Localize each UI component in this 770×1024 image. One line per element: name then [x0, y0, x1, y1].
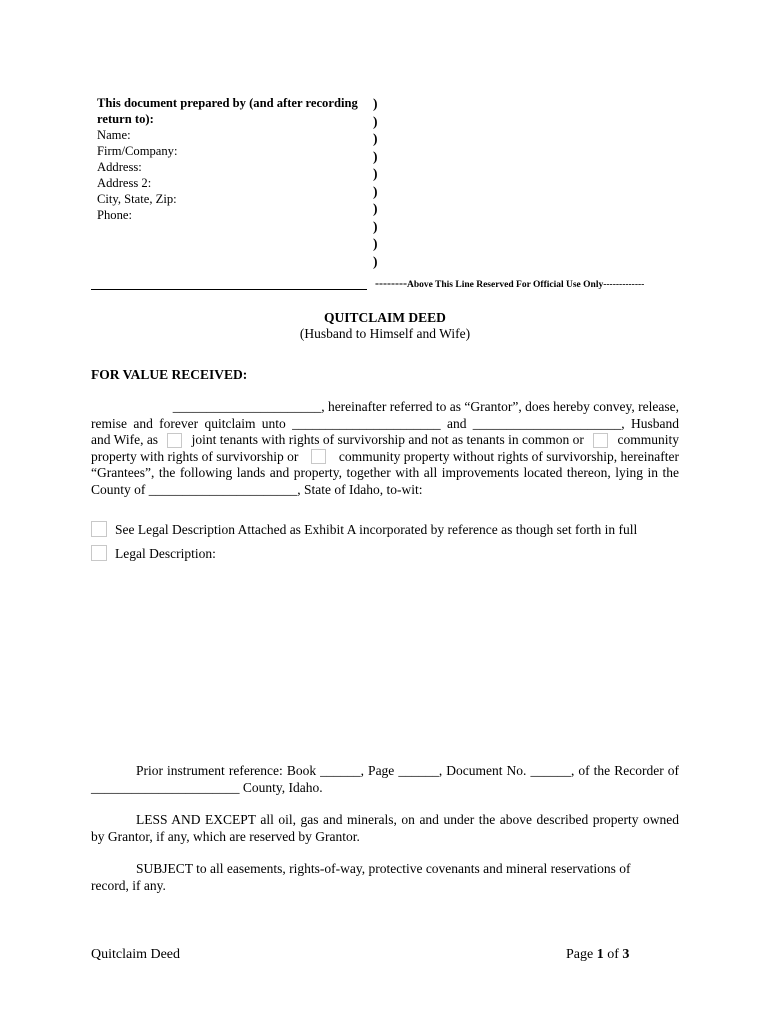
prior-line-1: Prior instrument reference: Book ______, Page ______, Document No. ______, of the Recorder of: [136, 763, 679, 778]
grant-line-6: County of ______________________, State of Idaho, to-wit:: [91, 481, 423, 497]
prior-instrument-paragraph: [91, 763, 679, 796]
grant-line-3: [91, 432, 679, 449]
paren: ): [373, 236, 378, 251]
current-page: 1: [596, 947, 604, 962]
subject-paragraph: [91, 861, 679, 894]
city-state-zip-field-label: City, State, Zip:: [97, 192, 177, 206]
official-use-text: Above This Line Reserved For Official Use Only-------------: [406, 280, 645, 290]
grant-line-3a: and Wife, as: [91, 432, 159, 447]
footer-document-name: Quitclaim Deed: [91, 947, 181, 962]
parenthesis-column: [373, 95, 385, 270]
subject-line-2: record, if any.: [91, 877, 166, 893]
address-field-label: Address:: [97, 160, 142, 174]
paren: ): [373, 113, 378, 129]
paren: ): [373, 96, 378, 111]
of-label: of: [607, 947, 619, 962]
less-except-paragraph: [91, 812, 679, 845]
legal-description-option: [91, 545, 216, 562]
paren: ): [373, 201, 378, 216]
less-except-line-1: LESS AND EXCEPT all oil, gas and minerals, on and under the above described property owned: [136, 812, 679, 827]
grant-paragraph: [91, 399, 679, 498]
less-except-line-2: by Grantor, if any, which are reserved by Grantor.: [91, 828, 360, 844]
official-use-notice: [375, 276, 644, 291]
community-property-survivorship-checkbox[interactable]: [593, 433, 608, 448]
grant-line-4: [91, 449, 679, 466]
official-dashes: --------: [375, 276, 407, 290]
name-field-label: Name:: [97, 128, 131, 142]
exhibit-option: [91, 521, 637, 538]
footer-page-number: [566, 947, 629, 963]
paren: ): [373, 183, 378, 199]
document-title: QUITCLAIM DEED: [324, 310, 446, 325]
prior-line-2: ______________________ County, Idaho.: [91, 779, 323, 795]
grant-line-4a: property with rights of survivorship or: [91, 448, 299, 464]
exhibit-option-label: See Legal Description Attached as Exhibit A incorporated by reference as though set forth in full: [115, 522, 638, 537]
grant-line-4b: community property without rights of survivorship, hereinafter: [338, 448, 679, 464]
paren: ): [373, 148, 378, 164]
recording-divider-line: [91, 289, 367, 290]
community-property-no-survivorship-checkbox[interactable]: [311, 449, 326, 464]
page-label: Page: [566, 947, 594, 962]
grant-line-5: “Grantees”, the following lands and property, together with all improvements located thereon, lying in the: [91, 465, 679, 480]
address2-field-label: Address 2:: [97, 176, 152, 190]
grant-line-3b: joint tenants with rights of survivorship and not as tenants in common or: [191, 432, 584, 447]
paren: ): [373, 131, 378, 146]
joint-tenants-checkbox[interactable]: [167, 433, 182, 448]
grant-line-3c: community: [617, 432, 679, 447]
return-to-label: return to):: [97, 112, 154, 126]
phone-field-label: Phone:: [97, 208, 132, 222]
legal-description-label: Legal Description:: [115, 546, 216, 561]
paren: ): [373, 253, 378, 269]
paren: ): [373, 218, 378, 234]
total-pages: 3: [622, 947, 630, 962]
firm-field-label: Firm/Company:: [97, 144, 178, 158]
document-subtitle: (Husband to Himself and Wife): [299, 326, 471, 341]
paren: ): [373, 166, 378, 181]
grant-line-2: remise and forever quitclaim unto ______________________ and ______________________, Husband: [91, 415, 679, 431]
for-value-heading: FOR VALUE RECEIVED:: [91, 367, 248, 382]
grant-line-1: ______________________, hereinafter referred to as “Grantor”, does hereby convey, release,: [172, 399, 679, 414]
exhibit-a-checkbox[interactable]: [91, 521, 107, 537]
prepared-by-label: This document prepared by (and after recording: [97, 96, 358, 110]
subject-line-1: SUBJECT to all easements, rights-of-way, protective covenants and mineral reservations of: [136, 861, 631, 876]
legal-description-checkbox[interactable]: [91, 545, 107, 561]
preparer-block: [97, 95, 367, 223]
